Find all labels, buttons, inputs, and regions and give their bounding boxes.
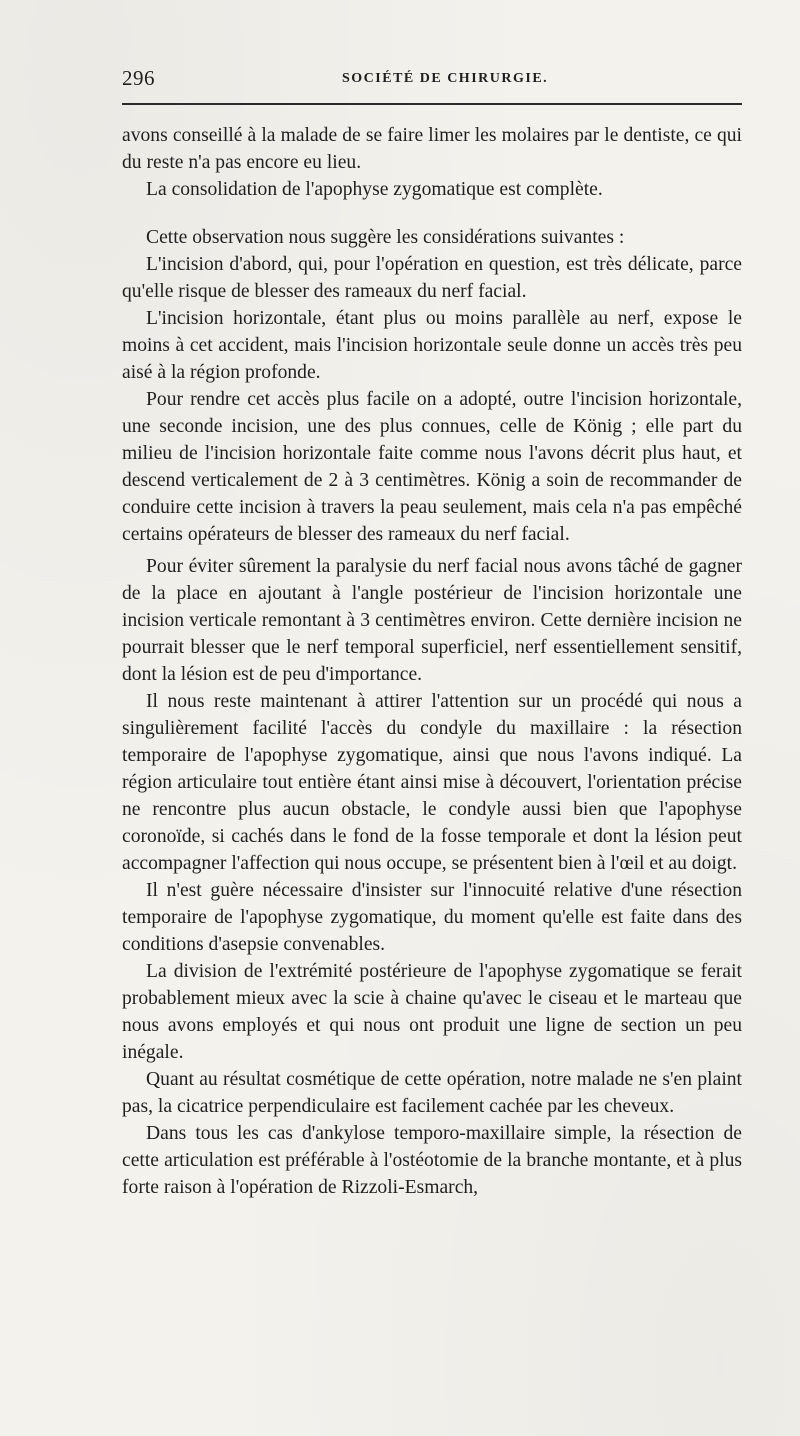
paragraph-incision-abord: L'incision d'abord, qui, pour l'opération en question, est très délicate, parce qu'elle risque de blesser des rameaux du nerf facial. <box>122 254 742 302</box>
header-rule <box>122 103 742 105</box>
paragraph-consolidation: La consolidation de l'apophyse zygomatique est complète. <box>146 179 603 200</box>
paragraph-ankylose: Dans tous les cas d'ankylose temporo-maxillaire simple, la résection de cette articulation est préférable à l'ostéotomie de la branche montante, et à plus forte raison à l'opération de Rizzoli-Esmarch, <box>122 1123 742 1198</box>
paragraph-division: La division de l'extrémité postérieure de l'apophyse zygomatique se ferait probablement mieux avec la scie à chaine qu'avec le ciseau et le marteau que nous avons employés et qui nous ont produit une ligne de section un peu inégale. <box>122 961 742 1063</box>
body-text <box>122 122 742 1201</box>
paragraph-incision-horizontale: L'incision horizontale, étant plus ou moins parallèle au nerf, expose le moins à cet accident, mais l'incision horizontale seule donne un accès très peu aisé à la région profonde. <box>122 308 742 383</box>
paragraph-konig: Pour rendre cet accès plus facile on a adopté, outre l'incision horizontale, une seconde incision, une des plus connues, celle de König ; elle part du milieu de l'incision horizontale faite comme nous l'avons décrit plus haut, et descend verticalement de 2 à 3 centimètres. König a soin de recommander de conduire cette incision à travers la peau seulement, mais cela n'a pas empêché certains opérateurs de blesser des rameaux du nerf facial. <box>122 389 742 545</box>
running-head: SOCIÉTÉ DE CHIRURGIE. <box>342 71 549 86</box>
paragraph-considerations: Cette observation nous suggère les considérations suivantes : <box>146 227 625 248</box>
paragraph-resection-temporaire: Il nous reste maintenant à attirer l'attention sur un procédé qui nous a singulièrement facilité l'accès du condyle du maxillaire : la résection temporaire de l'apophyse zygomatique, ainsi que nous l'avons indiqué. La région articulaire tout entière étant ainsi mise à découvert, l'orientation précise ne rencontre plus aucun obstacle, le condyle aussi bien que l'apophyse coronoïde, si cachés dans le fond de la fosse temporale et dont la lésion peut accompagner l'affection qui nous occupe, se présentent bien à l'œil et au doigt. <box>122 691 742 874</box>
paragraph-innocuite: Il n'est guère nécessaire d'insister sur l'innocuité relative d'une résection temporaire de l'apophyse zygomatique, du moment qu'elle est faite dans des conditions d'asepsie convenables. <box>122 880 742 955</box>
page-number: 296 <box>122 66 155 90</box>
paragraph-continuation: avons conseillé à la malade de se faire limer les molaires par le dentiste, ce qui du reste n'a pas encore eu lieu. <box>122 125 742 173</box>
paragraph-resultat-cosmetique: Quant au résultat cosmétique de cette opération, notre malade ne s'en plaint pas, la cicatrice perpendiculaire est facilement cachée par les cheveux. <box>122 1069 742 1117</box>
page-header <box>122 66 742 102</box>
paragraph-paralysie: Pour éviter sûrement la paralysie du nerf facial nous avons tâché de gagner de la place en ajoutant à l'angle postérieur de l'incision horizontale une incision verticale remontant à 3 centimètres environ. Cette dernière incision ne pourrait blesser que le nerf temporal superficiel, nerf essentiellement sensitif, dont la lésion est de peu d'importance. <box>122 556 742 685</box>
